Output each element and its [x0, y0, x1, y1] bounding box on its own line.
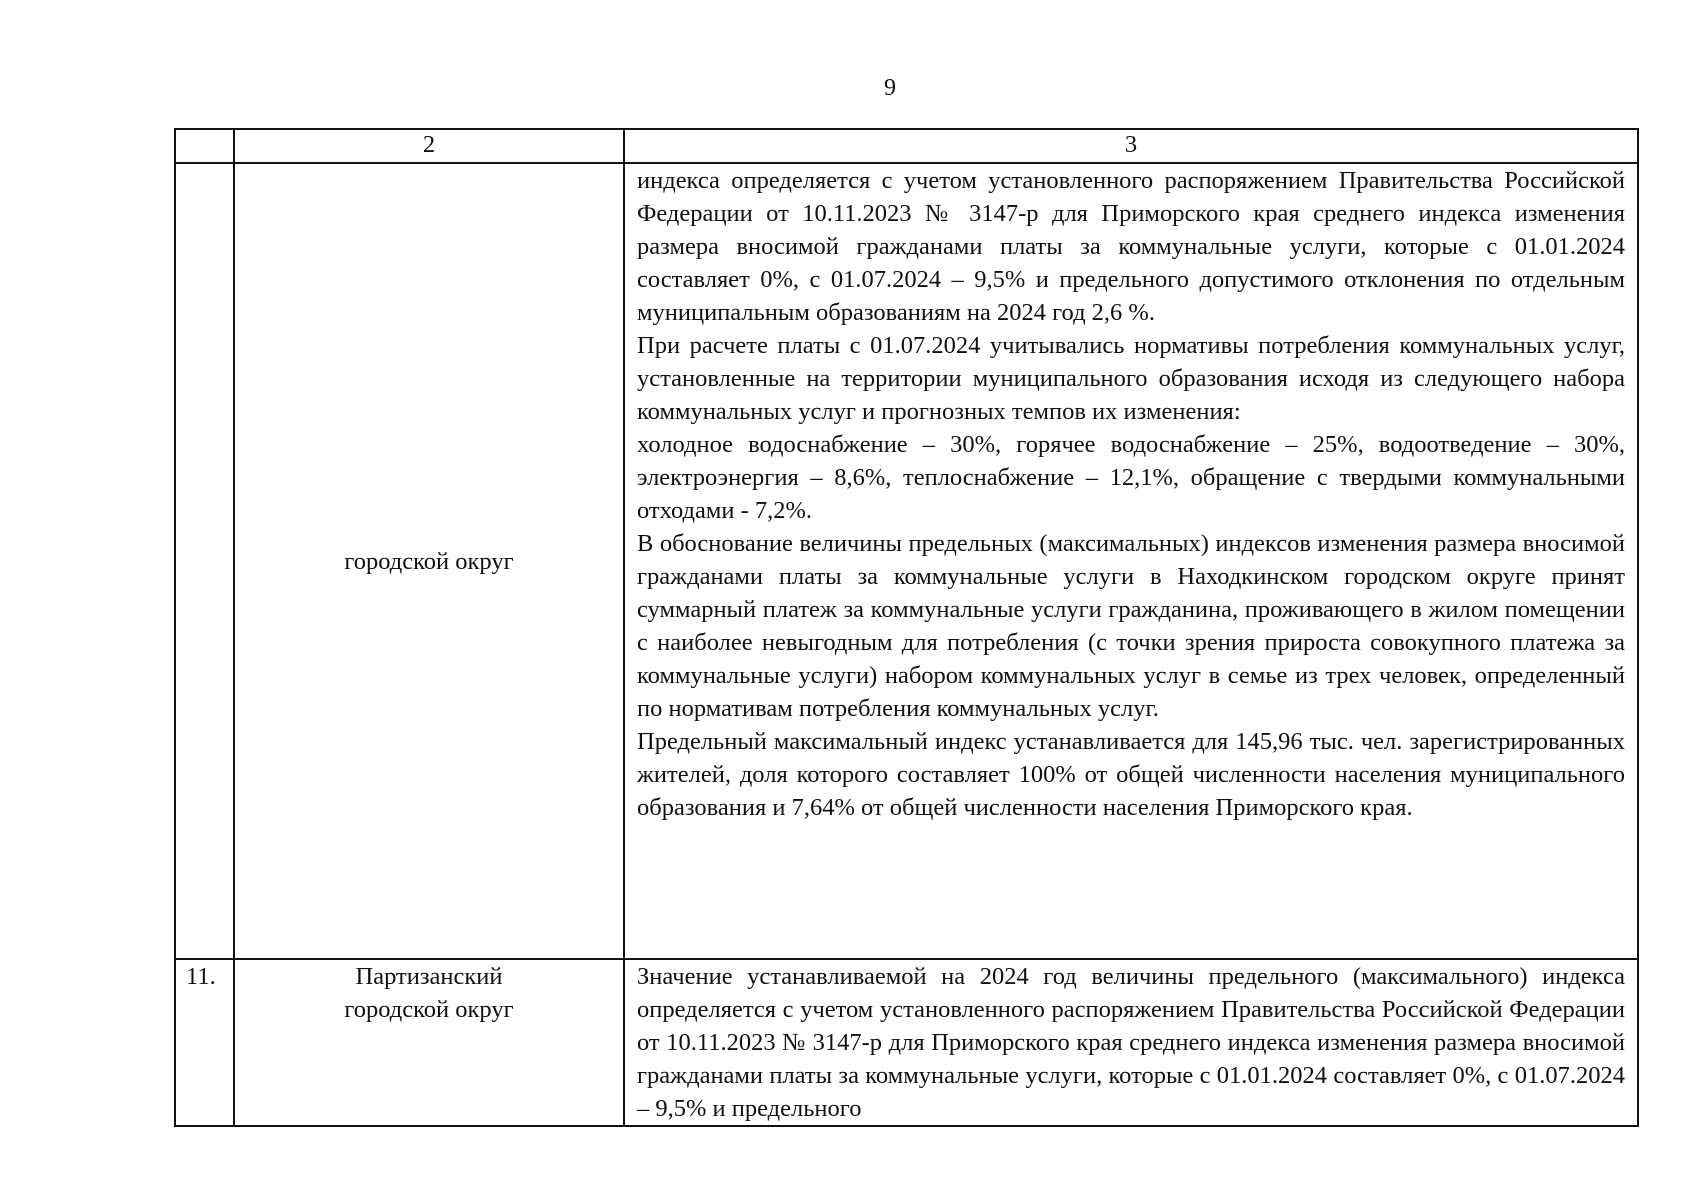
- paragraph: Значение устанавливаемой на 2024 год величины предельного (максимального) индекса определяется с учетом установленного распоряжением Правительства Российской Федерации от 10.11.2023 № 3147-р для Приморского края среднего индекса изменения размера вносимой гражданами платы за коммунальные услуги, которые с 01.01.2024 составляет 0%, с 01.07.2024 – 9,5% и предельного: [637, 963, 1625, 1122]
- row-description: [624, 163, 1638, 959]
- tariff-index-table: [174, 128, 1639, 1127]
- municipality-name-line: городской округ: [344, 996, 514, 1023]
- paragraph: холодное водоснабжение – 30%, горячее водоснабжение – 25%, водоотведение – 30%, электроэнергия – 8,6%, теплоснабжение – 12,1%, обращение с твердыми коммунальными отходами - 7,2%.: [637, 431, 1625, 524]
- paragraph: индекса определяется с учетом установленного распоряжением Правительства Российской Федерации от 10.11.2023 № 3147-р для Приморского края среднего индекса изменения размера вносимой гражданами платы за коммунальные услуги, которые с 01.01.2024 составляет 0%, с 01.07.2024 – 9,5% и предельного допустимого отклонения по отдельным муниципальным образованиям на 2024 год 2,6 %.: [637, 167, 1625, 326]
- paragraph: В обоснование величины предельных (максимальных) индексов изменения размера вносимой гражданами платы за коммунальные услуги в Находкинском городском округе принят суммарный платеж за коммунальные услуги гражданина, проживающего в жилом помещении с наиболее невыгодным для потребления (с точки зрения прироста совокупного платежа за коммунальные услуги) набором коммунальных услуг в семье из трех человек, определенный по нормативам потребления коммунальных услуг.: [637, 530, 1625, 722]
- page-number: 9: [884, 75, 896, 101]
- municipality-name-line: Партизанский: [355, 963, 503, 990]
- row-description: [624, 959, 1638, 1126]
- row-number: 11.: [175, 959, 234, 1126]
- table-header-row: [175, 129, 1638, 163]
- paragraph: Предельный максимальный индекс устанавливается для 145,96 тыс. чел. зарегистрированных жителей, доля которого составляет 100% от общей численности населения муниципального образования и 7,64% от общей численности населения Приморского края.: [637, 728, 1625, 821]
- row-number: [175, 163, 234, 959]
- paragraph: При расчете платы с 01.07.2024 учитывались нормативы потребления коммунальных услуг, установленные на территории муниципального образования исходя из следующего набора коммунальных услуг и прогнозных темпов их изменения:: [637, 332, 1625, 425]
- municipality-name: городской округ: [234, 163, 624, 959]
- header-col-2: 2: [234, 129, 624, 163]
- header-col-3: 3: [624, 129, 1638, 163]
- table-row: [175, 959, 1638, 1126]
- table-row: [175, 163, 1638, 959]
- header-col-1: [175, 129, 234, 163]
- municipality-name: [234, 959, 624, 1126]
